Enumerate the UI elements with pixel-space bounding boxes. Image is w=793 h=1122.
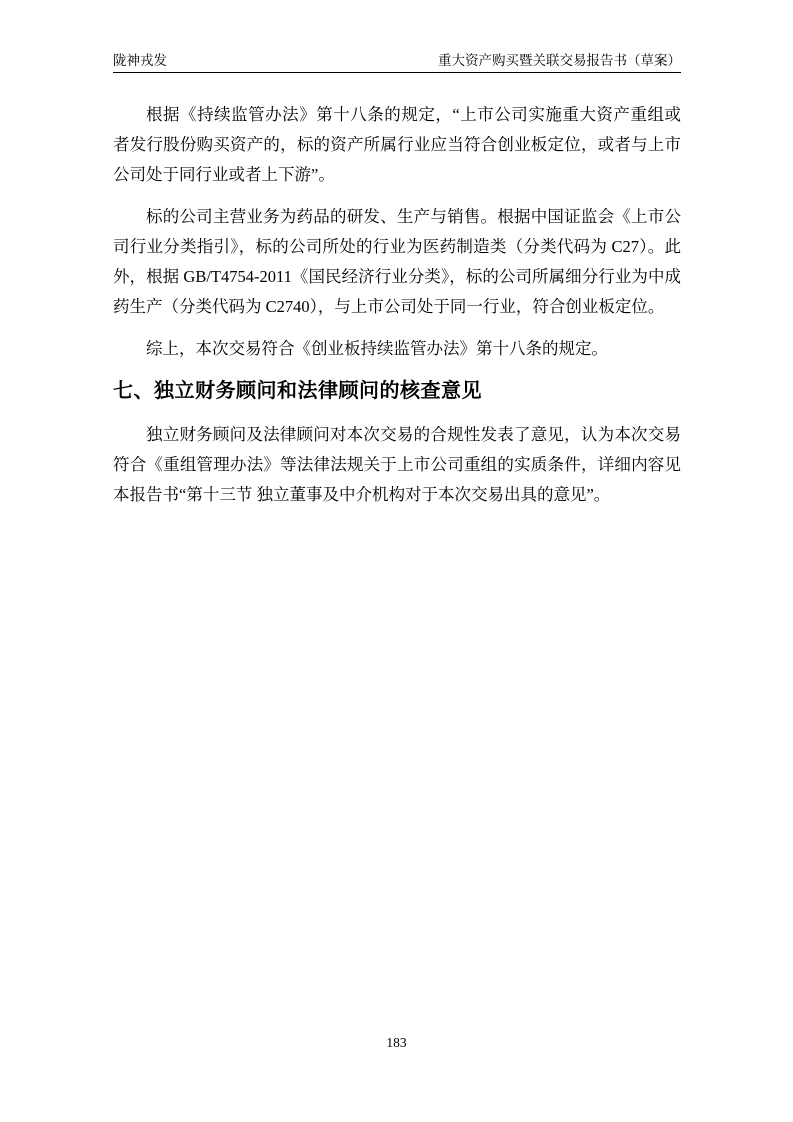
paragraph-industry-classification: 标的公司主营业务为药品的研发、生产与销售。根据中国证监会《上市公司行业分类指引》，标的公司所处的行业为医药制造类（分类代码为 C27）。此外，根据 GB/T4754-2011《国民经济行业分类》，标的公司所属细分行业为中成药生产（分类代码为 C2740），与上市公司处于同一行业，符合创业板定位。 <box>113 207 681 316</box>
paragraph-advisor-opinion: 独立财务顾问及法律顾问对本次交易的合规性发表了意见，认为本次交易符合《重组管理办法》等法律法规关于上市公司重组的实质条件，详细内容见本报告书“第十三节 独立董事及中介机构对于本次交易出具的意见”。 <box>113 425 681 504</box>
section-heading: 七、独立财务顾问和法律顾问的核查意见 <box>113 380 482 402</box>
paragraph-conclusion: 综上，本次交易符合《创业板持续监管办法》第十八条的规定。 <box>146 339 608 358</box>
page-footer <box>0 1034 793 1052</box>
header-company-name: 陇神戎发 <box>113 53 167 68</box>
document-body <box>113 100 681 522</box>
page-number: 183 <box>386 1035 407 1050</box>
paragraph-regulation-basis: 根据《持续监管办法》第十八条的规定，“上市公司实施重大资产重组或者发行股份购买资产的，标的资产所属行业应当符合创业板定位，或者与上市公司处于同行业或者上下游”。 <box>113 105 681 184</box>
page-header <box>113 53 681 73</box>
header-report-title: 重大资产购买暨关联交易报告书（草案） <box>438 53 681 68</box>
